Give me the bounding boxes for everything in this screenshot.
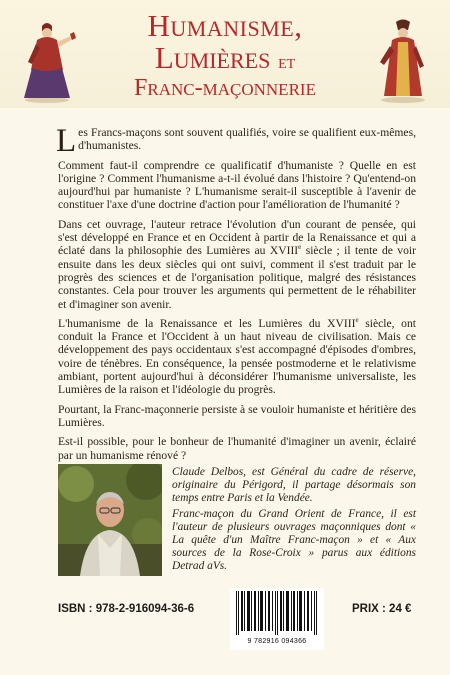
paragraph-4 [58, 317, 416, 397]
paragraph-1-text: es Francs-maçons sont souvent qualifiés, voire se qualifient eux-mêmes, d'humanistes. [78, 126, 416, 153]
paragraph-3 [58, 218, 416, 311]
barcode [230, 588, 324, 650]
paragraph-3-superscript: e [298, 243, 302, 252]
barcode-number: 9 782916 094366 [247, 638, 307, 645]
blurb-text [56, 123, 417, 468]
paragraph-3-text-a: Dans cet ouvrage, l'auteur retrace l'évolution d'un courant de pensée, qui s'est développé en France et en Occident à partir de la Renaissance et qui a éclaté dans la philosophie des Lumières au XVIII [58, 217, 416, 258]
title-line-3: Franc-maçonnerie [134, 75, 316, 101]
author-bio-1: Claude Delbos, est Général du cadre de réserve, originaire du Périgord, il partage désormais son temps entre Paris et la Vendée. [172, 466, 416, 505]
author-biography [172, 466, 416, 576]
paragraph-2: Comment faut-il comprendre ce qualificatif d'humaniste ? Quelle en est l'origine ? Comment l'humanisme a-t-il évolué dans l'histoire ? Qu'entend-on aujourd'hui par humaniste ? L'humanisme serait-il susceptible à l'avenir de constituer l'axe d'une doctrine d'action pour l'amélioration de l'humanité ? [58, 158, 416, 212]
title-word-et: et [278, 51, 296, 73]
price-label: PRIX : 24 € [352, 603, 412, 615]
renaissance-figure-left-illustration [12, 12, 82, 104]
paragraph-1 [56, 123, 416, 159]
isbn-label: ISBN : 978-2-916094-36-6 [58, 603, 195, 615]
paragraph-5: Pourtant, la Franc-maçonnerie persiste à se vouloir humaniste et héritière des Lumières. [58, 402, 416, 429]
paragraph-4-superscript: e [355, 316, 359, 324]
paragraph-3-text-b: siècle ; il tente de voir ensuite dans les deux siècles qui ont suivi, comment il s'est traduit par le progrès des sciences et de l'organisation politique, malgré des résistances constantes. Cela pour trouver les arguments qui permettent de le réhabiliter et d'imaginer son avenir. [58, 244, 416, 311]
author-bio-2: Franc-maçon du Grand Orient de France, il est l'auteur de plusieurs ouvrages maçonniques dont « La quête d'un Maître Franc-maçon » et « Aux sources de la Rose-Croix » parus aux éditions Detrad aVs. [172, 507, 416, 573]
paragraph-4-text-b: siècle, ont conduit la France et l'Occident à un haut niveau de civilisation. Mais ce développement des pays occidentaux s'est accompagné d'épisodes d'ombres, voire de ténèbres. En conséquence, la pensée postmoderne et le relativisme ambiant, portent aujourd'hui à déconsidérer l'humanisme universaliste, les Lumières de la raison et l'idéologie du progrès. [58, 316, 417, 397]
paragraph-4-text-a: L'humanisme de la Renaissance et les Lumières du XVIII [58, 316, 356, 330]
title-word-lumieres: Lumières [154, 40, 271, 75]
barcode-bars-icon [230, 588, 324, 638]
title-line-1: Humanisme, [147, 8, 303, 43]
dropcap-letter: L [56, 123, 77, 159]
renaissance-figure-right-illustration [368, 12, 438, 104]
title-line-2 [95, 42, 355, 73]
author-photo [58, 464, 162, 576]
paragraph-6: Est-il possible, pour le bonheur de l'humanité d'imaginer un avenir, éclairé par un humanisme rénové ? [58, 435, 416, 462]
book-title [95, 10, 355, 100]
header-banner [0, 0, 450, 108]
